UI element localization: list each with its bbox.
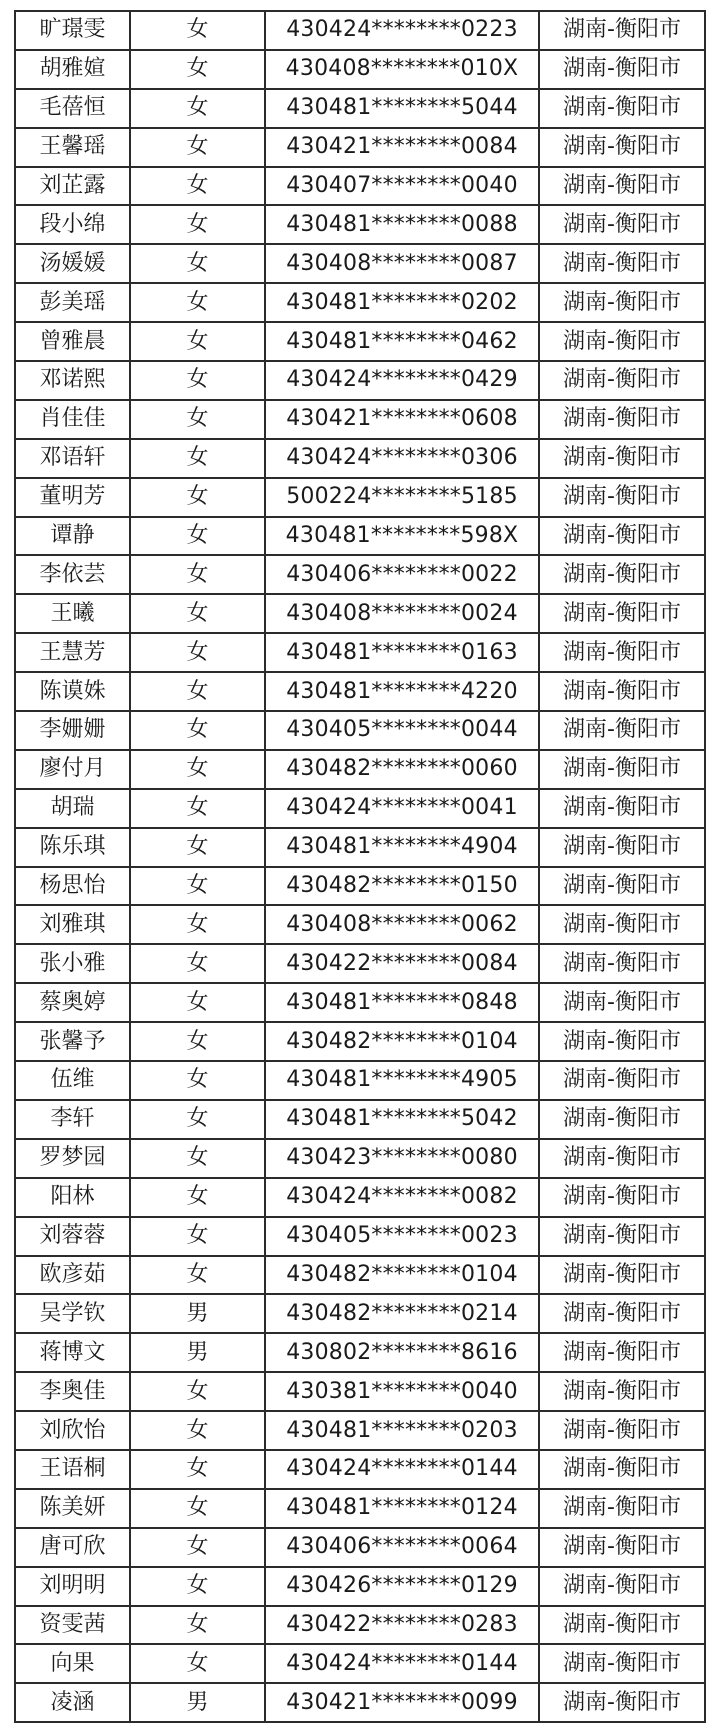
- id-number-cell: 430424********0306: [265, 439, 539, 478]
- id-number-cell: 430408********0087: [265, 244, 539, 283]
- id-number-cell: 430481********4220: [265, 672, 539, 711]
- name-cell: 李轩: [15, 1100, 130, 1139]
- table-row: [15, 1644, 705, 1683]
- gender-cell: 女: [130, 789, 265, 828]
- gender-cell: 女: [130, 1100, 265, 1139]
- name-cell: 吴学钦: [15, 1294, 130, 1333]
- name-cell: 李依芸: [15, 555, 130, 594]
- table-row: [15, 1528, 705, 1567]
- table-row: [15, 478, 705, 517]
- id-number-cell: 430481********0203: [265, 1411, 539, 1450]
- name-cell: 曾雅晨: [15, 322, 130, 361]
- name-cell: 凌涵: [15, 1683, 130, 1722]
- id-number-cell: 430408********0062: [265, 905, 539, 944]
- region-cell: 湖南-衡阳市: [539, 244, 705, 283]
- region-cell: 湖南-衡阳市: [539, 1139, 705, 1178]
- region-cell: 湖南-衡阳市: [539, 633, 705, 672]
- region-cell: 湖南-衡阳市: [539, 11, 705, 50]
- gender-cell: 女: [130, 1606, 265, 1645]
- id-number-cell: 430424********0429: [265, 361, 539, 400]
- id-number-cell: 430422********0283: [265, 1606, 539, 1645]
- region-cell: 湖南-衡阳市: [539, 867, 705, 906]
- table-row: [15, 672, 705, 711]
- table-row: [15, 1567, 705, 1606]
- gender-cell: 女: [130, 205, 265, 244]
- region-cell: 湖南-衡阳市: [539, 205, 705, 244]
- name-cell: 旷璟雯: [15, 11, 130, 50]
- id-number-cell: 430481********0088: [265, 205, 539, 244]
- name-cell: 邓诺熙: [15, 361, 130, 400]
- id-number-cell: 430426********0129: [265, 1567, 539, 1606]
- region-cell: 湖南-衡阳市: [539, 711, 705, 750]
- table-row: [15, 944, 705, 983]
- id-number-cell: 500224********5185: [265, 478, 539, 517]
- gender-cell: 女: [130, 517, 265, 556]
- region-cell: 湖南-衡阳市: [539, 1683, 705, 1722]
- gender-cell: 女: [130, 1256, 265, 1295]
- table-row: [15, 128, 705, 167]
- gender-cell: 女: [130, 1217, 265, 1256]
- gender-cell: 女: [130, 1528, 265, 1567]
- table-row: [15, 283, 705, 322]
- region-cell: 湖南-衡阳市: [539, 361, 705, 400]
- region-cell: 湖南-衡阳市: [539, 167, 705, 206]
- region-cell: 湖南-衡阳市: [539, 1294, 705, 1333]
- name-cell: 刘芷露: [15, 167, 130, 206]
- id-number-cell: 430405********0044: [265, 711, 539, 750]
- gender-cell: 女: [130, 672, 265, 711]
- gender-cell: 男: [130, 1333, 265, 1372]
- table-row: [15, 244, 705, 283]
- table-row: [15, 322, 705, 361]
- region-cell: 湖南-衡阳市: [539, 1022, 705, 1061]
- gender-cell: 女: [130, 1178, 265, 1217]
- gender-cell: 女: [130, 594, 265, 633]
- region-cell: 湖南-衡阳市: [539, 905, 705, 944]
- gender-cell: 女: [130, 50, 265, 89]
- gender-cell: 女: [130, 322, 265, 361]
- region-cell: 湖南-衡阳市: [539, 1061, 705, 1100]
- table-row: [15, 828, 705, 867]
- region-cell: 湖南-衡阳市: [539, 983, 705, 1022]
- table-row: [15, 1178, 705, 1217]
- gender-cell: 女: [130, 1139, 265, 1178]
- table-row: [15, 50, 705, 89]
- region-cell: 湖南-衡阳市: [539, 1411, 705, 1450]
- gender-cell: 女: [130, 1372, 265, 1411]
- id-number-cell: 430482********0150: [265, 867, 539, 906]
- region-cell: 湖南-衡阳市: [539, 400, 705, 439]
- table-row: [15, 1022, 705, 1061]
- id-number-cell: 430408********0024: [265, 594, 539, 633]
- table-row: [15, 517, 705, 556]
- gender-cell: 女: [130, 633, 265, 672]
- name-cell: 汤媛媛: [15, 244, 130, 283]
- gender-cell: 女: [130, 167, 265, 206]
- gender-cell: 女: [130, 283, 265, 322]
- table-row: [15, 867, 705, 906]
- gender-cell: 女: [130, 11, 265, 50]
- table-row: [15, 555, 705, 594]
- name-cell: 罗梦园: [15, 1139, 130, 1178]
- gender-cell: 女: [130, 1450, 265, 1489]
- gender-cell: 女: [130, 1061, 265, 1100]
- name-cell: 王语桐: [15, 1450, 130, 1489]
- id-number-cell: 430482********0214: [265, 1294, 539, 1333]
- region-cell: 湖南-衡阳市: [539, 1217, 705, 1256]
- name-cell: 段小绵: [15, 205, 130, 244]
- name-cell: 李奥佳: [15, 1372, 130, 1411]
- region-cell: 湖南-衡阳市: [539, 828, 705, 867]
- gender-cell: 女: [130, 711, 265, 750]
- table-row: [15, 89, 705, 128]
- name-cell: 陈谟姝: [15, 672, 130, 711]
- id-number-cell: 430481********0462: [265, 322, 539, 361]
- region-cell: 湖南-衡阳市: [539, 283, 705, 322]
- name-cell: 唐可欣: [15, 1528, 130, 1567]
- gender-cell: 女: [130, 555, 265, 594]
- id-number-cell: 430421********0099: [265, 1683, 539, 1722]
- region-cell: 湖南-衡阳市: [539, 750, 705, 789]
- name-cell: 李姗姗: [15, 711, 130, 750]
- gender-cell: 男: [130, 1294, 265, 1333]
- id-number-cell: 430481********0163: [265, 633, 539, 672]
- region-cell: 湖南-衡阳市: [539, 322, 705, 361]
- name-cell: 蒋博文: [15, 1333, 130, 1372]
- name-cell: 蔡奥婷: [15, 983, 130, 1022]
- name-cell: 董明芳: [15, 478, 130, 517]
- name-cell: 邓语轩: [15, 439, 130, 478]
- table-row: [15, 1100, 705, 1139]
- region-cell: 湖南-衡阳市: [539, 1606, 705, 1645]
- id-number-cell: 430408********010X: [265, 50, 539, 89]
- id-number-cell: 430802********8616: [265, 1333, 539, 1372]
- region-cell: 湖南-衡阳市: [539, 1644, 705, 1683]
- table-row: [15, 750, 705, 789]
- region-cell: 湖南-衡阳市: [539, 1372, 705, 1411]
- gender-cell: 女: [130, 750, 265, 789]
- name-cell: 谭静: [15, 517, 130, 556]
- name-cell: 刘雅琪: [15, 905, 130, 944]
- name-cell: 陈美妍: [15, 1489, 130, 1528]
- table-row: [15, 789, 705, 828]
- name-cell: 欧彦茹: [15, 1256, 130, 1295]
- id-number-cell: 430482********0104: [265, 1022, 539, 1061]
- region-cell: 湖南-衡阳市: [539, 944, 705, 983]
- gender-cell: 女: [130, 89, 265, 128]
- table-row: [15, 1372, 705, 1411]
- table-row: [15, 905, 705, 944]
- region-cell: 湖南-衡阳市: [539, 1450, 705, 1489]
- id-number-cell: 430422********0084: [265, 944, 539, 983]
- id-number-cell: 430424********0041: [265, 789, 539, 828]
- table-row: [15, 983, 705, 1022]
- id-number-cell: 430381********0040: [265, 1372, 539, 1411]
- id-number-cell: 430421********0084: [265, 128, 539, 167]
- table-row: [15, 711, 705, 750]
- name-cell: 胡瑞: [15, 789, 130, 828]
- gender-cell: 女: [130, 1567, 265, 1606]
- id-number-cell: 430481********4904: [265, 828, 539, 867]
- id-number-cell: 430421********0608: [265, 400, 539, 439]
- id-number-cell: 430405********0023: [265, 1217, 539, 1256]
- table-row: [15, 361, 705, 400]
- region-cell: 湖南-衡阳市: [539, 1178, 705, 1217]
- name-cell: 阳林: [15, 1178, 130, 1217]
- table-row: [15, 439, 705, 478]
- gender-cell: 男: [130, 1683, 265, 1722]
- id-number-cell: 430481********0848: [265, 983, 539, 1022]
- name-cell: 王馨瑶: [15, 128, 130, 167]
- id-number-cell: 430406********0064: [265, 1528, 539, 1567]
- region-cell: 湖南-衡阳市: [539, 1489, 705, 1528]
- id-number-cell: 430481********0124: [265, 1489, 539, 1528]
- gender-cell: 女: [130, 983, 265, 1022]
- table-row: [15, 205, 705, 244]
- table-row: [15, 1489, 705, 1528]
- name-cell: 彭美瑶: [15, 283, 130, 322]
- id-number-cell: 430482********0104: [265, 1256, 539, 1295]
- id-number-cell: 430407********0040: [265, 167, 539, 206]
- name-cell: 资雯茜: [15, 1606, 130, 1645]
- gender-cell: 女: [130, 439, 265, 478]
- name-cell: 刘明明: [15, 1567, 130, 1606]
- name-cell: 向果: [15, 1644, 130, 1683]
- table-row: [15, 1606, 705, 1645]
- region-cell: 湖南-衡阳市: [539, 594, 705, 633]
- table-row: [15, 633, 705, 672]
- region-cell: 湖南-衡阳市: [539, 789, 705, 828]
- name-cell: 杨思怡: [15, 867, 130, 906]
- gender-cell: 女: [130, 867, 265, 906]
- id-number-cell: 430424********0223: [265, 11, 539, 50]
- region-cell: 湖南-衡阳市: [539, 1528, 705, 1567]
- name-cell: 胡雅媗: [15, 50, 130, 89]
- id-number-cell: 430481********598X: [265, 517, 539, 556]
- id-number-cell: 430406********0022: [265, 555, 539, 594]
- gender-cell: 女: [130, 1489, 265, 1528]
- name-cell: 肖佳佳: [15, 400, 130, 439]
- name-cell: 张小雅: [15, 944, 130, 983]
- table-row: [15, 167, 705, 206]
- region-cell: 湖南-衡阳市: [539, 128, 705, 167]
- table-row: [15, 1256, 705, 1295]
- region-cell: 湖南-衡阳市: [539, 1256, 705, 1295]
- gender-cell: 女: [130, 1644, 265, 1683]
- table-row: [15, 1411, 705, 1450]
- name-cell: 王慧芳: [15, 633, 130, 672]
- table-row: [15, 1683, 705, 1722]
- name-cell: 伍维: [15, 1061, 130, 1100]
- table-row: [15, 1061, 705, 1100]
- gender-cell: 女: [130, 1022, 265, 1061]
- name-cell: 廖付月: [15, 750, 130, 789]
- table-row: [15, 400, 705, 439]
- name-cell: 刘欣怡: [15, 1411, 130, 1450]
- gender-cell: 女: [130, 244, 265, 283]
- region-cell: 湖南-衡阳市: [539, 1567, 705, 1606]
- id-number-cell: 430481********5044: [265, 89, 539, 128]
- name-cell: 毛蓓恒: [15, 89, 130, 128]
- id-number-cell: 430424********0144: [265, 1450, 539, 1489]
- table-row: [15, 1139, 705, 1178]
- gender-cell: 女: [130, 944, 265, 983]
- student-roster-table: [14, 10, 706, 1723]
- region-cell: 湖南-衡阳市: [539, 439, 705, 478]
- roster-body: [15, 11, 705, 1722]
- region-cell: 湖南-衡阳市: [539, 1333, 705, 1372]
- id-number-cell: 430482********0060: [265, 750, 539, 789]
- id-number-cell: 430424********0144: [265, 1644, 539, 1683]
- table-row: [15, 1450, 705, 1489]
- gender-cell: 女: [130, 128, 265, 167]
- table-row: [15, 1333, 705, 1372]
- name-cell: 张馨予: [15, 1022, 130, 1061]
- name-cell: 刘蓉蓉: [15, 1217, 130, 1256]
- region-cell: 湖南-衡阳市: [539, 517, 705, 556]
- id-number-cell: 430481********0202: [265, 283, 539, 322]
- gender-cell: 女: [130, 361, 265, 400]
- table-row: [15, 1294, 705, 1333]
- id-number-cell: 430423********0080: [265, 1139, 539, 1178]
- gender-cell: 女: [130, 400, 265, 439]
- table-row: [15, 1217, 705, 1256]
- gender-cell: 女: [130, 478, 265, 517]
- id-number-cell: 430481********5042: [265, 1100, 539, 1139]
- region-cell: 湖南-衡阳市: [539, 672, 705, 711]
- table-row: [15, 11, 705, 50]
- id-number-cell: 430424********0082: [265, 1178, 539, 1217]
- region-cell: 湖南-衡阳市: [539, 555, 705, 594]
- name-cell: 陈乐琪: [15, 828, 130, 867]
- table-row: [15, 594, 705, 633]
- gender-cell: 女: [130, 1411, 265, 1450]
- name-cell: 王曦: [15, 594, 130, 633]
- region-cell: 湖南-衡阳市: [539, 89, 705, 128]
- gender-cell: 女: [130, 905, 265, 944]
- region-cell: 湖南-衡阳市: [539, 1100, 705, 1139]
- region-cell: 湖南-衡阳市: [539, 478, 705, 517]
- region-cell: 湖南-衡阳市: [539, 50, 705, 89]
- gender-cell: 女: [130, 828, 265, 867]
- id-number-cell: 430481********4905: [265, 1061, 539, 1100]
